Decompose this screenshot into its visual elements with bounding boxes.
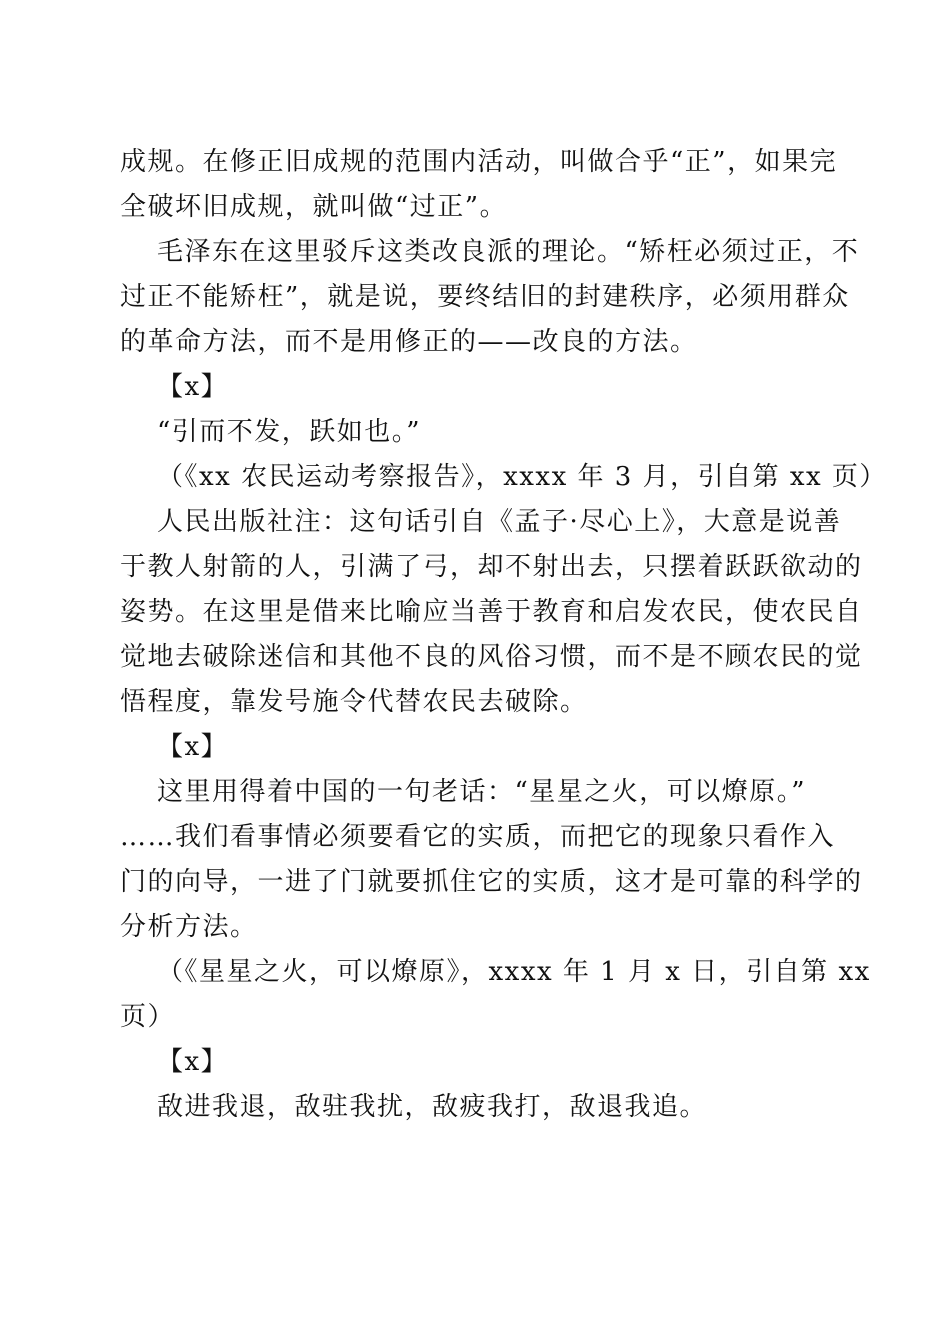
paragraph-start: 人民出版社注：这句话引自《孟子·尽心上》，大意是说善 — [157, 507, 842, 537]
body-text-line: 的革命方法，而不是用修正的——改良的方法。 — [120, 327, 698, 357]
quote-text: “引而不发，跃如也。” — [157, 417, 422, 447]
body-text-line: 姿势。在这里是借来比喻应当善于教育和启发农民，使农民自 — [120, 597, 863, 627]
paragraph-start: 毛泽东在这里驳斥这类改良派的理论。“矫枉必须过正，不 — [157, 237, 860, 267]
section-marker: 【x】 — [157, 372, 229, 402]
quote-text: 这里用得着中国的一句老话：“星星之火，可以燎原。” — [157, 777, 807, 807]
section-marker: 【x】 — [157, 732, 229, 762]
body-text-line: 觉地去破除迷信和其他不良的风俗习惯，而不是不顾农民的觉 — [120, 642, 863, 672]
body-text-line: 全破坏旧成规，就叫做“过正”。 — [120, 192, 508, 222]
citation: （《xx 农民运动考察报告》，xxxx 年 3 月，引自第 xx 页） — [157, 462, 887, 492]
body-text-line: ……我们看事情必须要看它的实质，而把它的现象只看作入 — [120, 822, 836, 852]
section-marker: 【x】 — [157, 1047, 229, 1077]
citation: （《星星之火，可以燎原》，xxxx 年 1 月 x 日，引自第 xx — [157, 957, 871, 987]
body-text-line: 分析方法。 — [120, 912, 258, 942]
body-text-line: 于教人射箭的人，引满了弓，却不射出去，只摆着跃跃欲动的 — [120, 552, 863, 582]
body-text-line: 门的向导，一进了门就要抓住它的实质，这才是可靠的科学的 — [120, 867, 863, 897]
citation: 页） — [120, 1002, 176, 1032]
body-text-line: 过正不能矫枉”，就是说，要终结旧的封建秩序，必须用群众 — [120, 282, 850, 312]
quote-text: 敌进我退，敌驻我扰，敌疲我打，敌退我追。 — [157, 1092, 708, 1122]
body-text-line: 悟程度，靠发号施令代替农民去破除。 — [120, 687, 588, 717]
body-text-line: 成规。在修正旧成规的范围内活动，叫做合乎“正”，如果完 — [120, 147, 838, 177]
